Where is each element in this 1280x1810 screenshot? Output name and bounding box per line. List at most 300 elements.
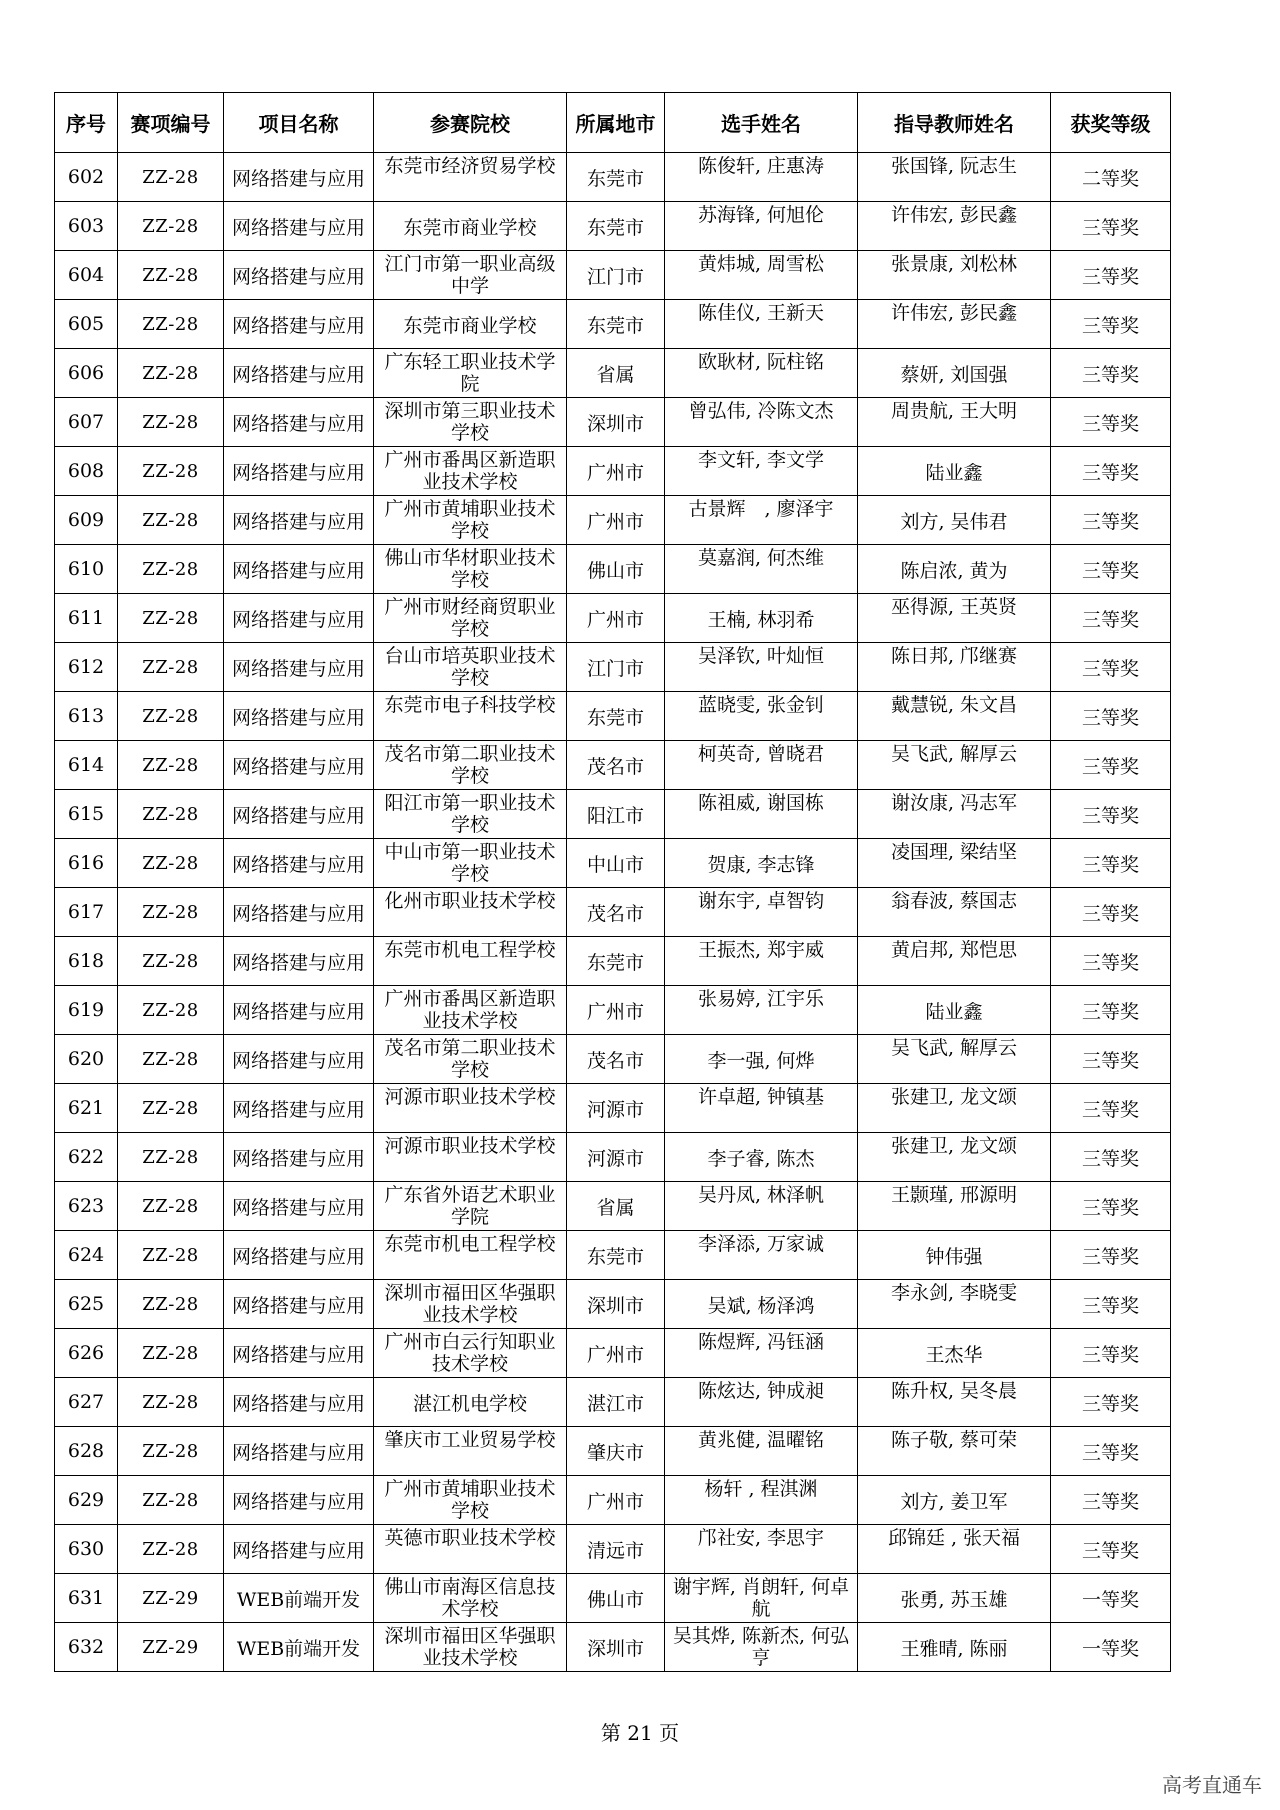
cell-contestants xyxy=(665,1623,858,1672)
watermark-text: 高考直通车 xyxy=(1162,1773,1262,1797)
cell-award-level: 三等奖 xyxy=(1051,1231,1171,1280)
cell-event-code: ZZ-28 xyxy=(118,1378,224,1427)
page-number: 第 21 页 xyxy=(600,1721,680,1745)
cell-event-code: ZZ-28 xyxy=(118,937,224,986)
cell-project-name: 网络搭建与应用 xyxy=(224,349,374,398)
cell-school xyxy=(374,790,567,839)
cell-award-level: 三等奖 xyxy=(1051,1035,1171,1084)
cell-project-name: 网络搭建与应用 xyxy=(224,1133,374,1182)
cell-city: 东莞市 xyxy=(567,1231,665,1280)
cell-contestants-text: 陈佳仪, 王新天 xyxy=(697,301,825,324)
cell-instructors-text: 凌国理, 梁结坚 xyxy=(890,840,1018,863)
cell-award-level: 三等奖 xyxy=(1051,1182,1171,1231)
cell-school xyxy=(374,643,567,692)
cell-project-name: 网络搭建与应用 xyxy=(224,1231,374,1280)
cell-contestants xyxy=(665,790,858,839)
cell-index: 614 xyxy=(55,741,118,790)
cell-event-code: ZZ-28 xyxy=(118,1035,224,1084)
cell-school xyxy=(374,1280,567,1329)
cell-city: 湛江市 xyxy=(567,1378,665,1427)
cell-city: 广州市 xyxy=(567,1329,665,1378)
cell-instructors-text: 陈子敬, 蔡可荣 xyxy=(890,1428,1018,1451)
header-cell: 赛项编号 xyxy=(118,93,224,153)
table-row xyxy=(55,1182,1171,1231)
cell-project-name: WEB前端开发 xyxy=(224,1574,374,1623)
cell-project-name: 网络搭建与应用 xyxy=(224,937,374,986)
cell-school-text: 河源市职业技术学校 xyxy=(384,1085,556,1108)
table-row xyxy=(55,300,1171,349)
table-row xyxy=(55,1280,1171,1329)
cell-contestants: 王楠, 林羽希 xyxy=(665,594,858,643)
cell-index: 621 xyxy=(55,1084,118,1133)
cell-contestants-text: 吴其烨, 陈新杰, 何弘亨 xyxy=(672,1624,850,1669)
cell-award-level: 三等奖 xyxy=(1051,398,1171,447)
cell-award-level: 三等奖 xyxy=(1051,251,1171,300)
cell-instructors xyxy=(858,1182,1051,1231)
cell-contestants-text: 柯英奇, 曾晓君 xyxy=(697,742,825,765)
table-row xyxy=(55,741,1171,790)
cell-project-name: 网络搭建与应用 xyxy=(224,1378,374,1427)
cell-award-level: 三等奖 xyxy=(1051,643,1171,692)
cell-project-name: 网络搭建与应用 xyxy=(224,986,374,1035)
cell-award-level: 三等奖 xyxy=(1051,349,1171,398)
table-row xyxy=(55,447,1171,496)
cell-award-level: 三等奖 xyxy=(1051,545,1171,594)
cell-school-text: 东莞市电子科技学校 xyxy=(384,693,556,716)
cell-contestants: 李子睿, 陈杰 xyxy=(665,1133,858,1182)
cell-school-text: 英德市职业技术学校 xyxy=(384,1526,556,1549)
cell-city: 东莞市 xyxy=(567,153,665,202)
cell-award-level: 三等奖 xyxy=(1051,790,1171,839)
cell-school-text: 广州市财经商贸职业学校 xyxy=(384,595,556,640)
cell-project-name: 网络搭建与应用 xyxy=(224,1329,374,1378)
cell-index: 617 xyxy=(55,888,118,937)
cell-instructors-text: 李永剑, 李晓雯 xyxy=(890,1281,1018,1304)
cell-award-level: 三等奖 xyxy=(1051,937,1171,986)
cell-contestants-text: 王振杰, 郑宇威 xyxy=(697,938,825,961)
cell-contestants xyxy=(665,153,858,202)
cell-event-code: ZZ-28 xyxy=(118,594,224,643)
cell-project-name: 网络搭建与应用 xyxy=(224,1280,374,1329)
cell-school-text: 广州市番禺区新造职业技术学校 xyxy=(384,448,556,493)
cell-contestants-text: 邝社安, 李思宇 xyxy=(697,1526,825,1549)
cell-event-code: ZZ-28 xyxy=(118,1427,224,1476)
cell-event-code: ZZ-28 xyxy=(118,1476,224,1525)
cell-instructors: 刘方, 姜卫军 xyxy=(858,1476,1051,1525)
cell-contestants xyxy=(665,349,858,398)
cell-school xyxy=(374,1035,567,1084)
cell-city: 中山市 xyxy=(567,839,665,888)
cell-award-level: 三等奖 xyxy=(1051,1133,1171,1182)
cell-event-code: ZZ-28 xyxy=(118,153,224,202)
table-row xyxy=(55,1329,1171,1378)
cell-index: 622 xyxy=(55,1133,118,1182)
cell-city: 广州市 xyxy=(567,496,665,545)
cell-project-name: 网络搭建与应用 xyxy=(224,692,374,741)
cell-event-code: ZZ-28 xyxy=(118,202,224,251)
table-row xyxy=(55,790,1171,839)
cell-instructors xyxy=(858,153,1051,202)
cell-index: 602 xyxy=(55,153,118,202)
cell-contestants-text: 李文轩, 李文学 xyxy=(697,448,825,471)
table-row xyxy=(55,1476,1171,1525)
award-table xyxy=(54,92,1171,1672)
cell-school-text: 东莞市机电工程学校 xyxy=(384,1232,556,1255)
cell-contestants-text: 古景辉 , 廖泽宇 xyxy=(688,497,834,520)
cell-event-code: ZZ-28 xyxy=(118,496,224,545)
cell-contestants xyxy=(665,1427,858,1476)
cell-school-text: 肇庆市工业贸易学校 xyxy=(384,1428,556,1451)
cell-event-code: ZZ-28 xyxy=(118,741,224,790)
cell-award-level: 一等奖 xyxy=(1051,1623,1171,1672)
cell-contestants xyxy=(665,202,858,251)
cell-school-text: 广东轻工职业技术学院 xyxy=(384,350,556,395)
cell-city: 广州市 xyxy=(567,986,665,1035)
cell-city: 深圳市 xyxy=(567,1623,665,1672)
cell-school-text: 东莞市机电工程学校 xyxy=(384,938,556,961)
cell-project-name: 网络搭建与应用 xyxy=(224,1476,374,1525)
table-row xyxy=(55,986,1171,1035)
cell-event-code: ZZ-28 xyxy=(118,1329,224,1378)
cell-event-code: ZZ-28 xyxy=(118,1280,224,1329)
cell-award-level: 三等奖 xyxy=(1051,1280,1171,1329)
cell-index: 608 xyxy=(55,447,118,496)
cell-event-code: ZZ-28 xyxy=(118,986,224,1035)
cell-contestants-text: 陈祖威, 谢国栋 xyxy=(697,791,825,814)
cell-contestants xyxy=(665,1329,858,1378)
cell-award-level: 三等奖 xyxy=(1051,300,1171,349)
cell-instructors-text: 张建卫, 龙文颂 xyxy=(890,1085,1018,1108)
cell-project-name: 网络搭建与应用 xyxy=(224,790,374,839)
cell-project-name: 网络搭建与应用 xyxy=(224,1035,374,1084)
cell-project-name: 网络搭建与应用 xyxy=(224,1084,374,1133)
cell-index: 607 xyxy=(55,398,118,447)
cell-school-text: 中山市第一职业技术学校 xyxy=(384,840,556,885)
cell-event-code: ZZ-28 xyxy=(118,790,224,839)
cell-instructors-text: 许伟宏, 彭民鑫 xyxy=(890,301,1018,324)
cell-instructors-text: 巫得源, 王英贤 xyxy=(890,595,1018,618)
cell-city: 江门市 xyxy=(567,251,665,300)
cell-city: 阳江市 xyxy=(567,790,665,839)
cell-city: 佛山市 xyxy=(567,545,665,594)
cell-contestants-text: 陈俊轩, 庄惠涛 xyxy=(697,154,825,177)
table-row xyxy=(55,594,1171,643)
cell-instructors: 蔡妍, 刘国强 xyxy=(858,349,1051,398)
cell-city: 茂名市 xyxy=(567,741,665,790)
cell-contestants xyxy=(665,643,858,692)
cell-instructors-text: 陈升权, 吴冬晨 xyxy=(890,1379,1018,1402)
cell-award-level: 三等奖 xyxy=(1051,496,1171,545)
table-row xyxy=(55,888,1171,937)
cell-instructors xyxy=(858,790,1051,839)
header-cell: 序号 xyxy=(55,93,118,153)
cell-contestants xyxy=(665,692,858,741)
cell-instructors xyxy=(858,594,1051,643)
cell-instructors: 陈启浓, 黄为 xyxy=(858,545,1051,594)
cell-award-level: 三等奖 xyxy=(1051,986,1171,1035)
cell-index: 606 xyxy=(55,349,118,398)
cell-index: 628 xyxy=(55,1427,118,1476)
cell-city: 广州市 xyxy=(567,1476,665,1525)
cell-contestants xyxy=(665,1231,858,1280)
cell-contestants xyxy=(665,937,858,986)
cell-school-text: 广州市黄埔职业技术学校 xyxy=(384,1477,556,1522)
cell-project-name: 网络搭建与应用 xyxy=(224,888,374,937)
cell-event-code: ZZ-29 xyxy=(118,1623,224,1672)
cell-instructors xyxy=(858,398,1051,447)
cell-instructors xyxy=(858,1525,1051,1574)
cell-index: 613 xyxy=(55,692,118,741)
cell-event-code: ZZ-28 xyxy=(118,888,224,937)
cell-project-name: 网络搭建与应用 xyxy=(224,1182,374,1231)
table-row xyxy=(55,496,1171,545)
cell-contestants-text: 张易婷, 江宇乐 xyxy=(697,987,825,1010)
table-row xyxy=(55,1525,1171,1574)
table-row xyxy=(55,1427,1171,1476)
cell-instructors xyxy=(858,251,1051,300)
cell-school: 东莞市商业学校 xyxy=(374,202,567,251)
cell-school-text: 佛山市南海区信息技术学校 xyxy=(384,1575,556,1620)
cell-school xyxy=(374,1476,567,1525)
cell-school xyxy=(374,447,567,496)
cell-project-name: 网络搭建与应用 xyxy=(224,398,374,447)
cell-school-text: 广州市番禺区新造职业技术学校 xyxy=(384,987,556,1032)
cell-school-text: 茂名市第二职业技术学校 xyxy=(384,1036,556,1081)
cell-contestants-text: 陈炫达, 钟成昶 xyxy=(697,1379,825,1402)
cell-city: 省属 xyxy=(567,349,665,398)
cell-contestants-text: 黄炜城, 周雪松 xyxy=(697,252,825,275)
cell-instructors xyxy=(858,741,1051,790)
cell-school-text: 茂名市第二职业技术学校 xyxy=(384,742,556,787)
cell-award-level: 二等奖 xyxy=(1051,153,1171,202)
cell-award-level: 三等奖 xyxy=(1051,1084,1171,1133)
cell-contestants xyxy=(665,1182,858,1231)
cell-instructors-text: 王颢瑾, 邢源明 xyxy=(890,1183,1018,1206)
cell-event-code: ZZ-28 xyxy=(118,1525,224,1574)
table-row xyxy=(55,1035,1171,1084)
cell-city: 广州市 xyxy=(567,594,665,643)
cell-school: 东莞市商业学校 xyxy=(374,300,567,349)
cell-contestants xyxy=(665,1476,858,1525)
cell-school xyxy=(374,888,567,937)
cell-school-text: 深圳市第三职业技术学校 xyxy=(384,399,556,444)
header-cell: 指导教师姓名 xyxy=(858,93,1051,153)
cell-project-name: 网络搭建与应用 xyxy=(224,839,374,888)
cell-school xyxy=(374,937,567,986)
cell-project-name: 网络搭建与应用 xyxy=(224,741,374,790)
cell-contestants-text: 杨轩 , 程淇渊 xyxy=(704,1477,818,1500)
cell-school-text: 深圳市福田区华强职业技术学校 xyxy=(384,1281,556,1326)
cell-instructors xyxy=(858,1084,1051,1133)
cell-school xyxy=(374,496,567,545)
table-row xyxy=(55,251,1171,300)
cell-instructors-text: 谢汝康, 冯志军 xyxy=(890,791,1018,814)
cell-city: 江门市 xyxy=(567,643,665,692)
cell-instructors: 钟伟强 xyxy=(858,1231,1051,1280)
cell-project-name: 网络搭建与应用 xyxy=(224,447,374,496)
cell-index: 629 xyxy=(55,1476,118,1525)
cell-school-text: 化州市职业技术学校 xyxy=(384,889,556,912)
cell-event-code: ZZ-28 xyxy=(118,1133,224,1182)
cell-school xyxy=(374,545,567,594)
cell-award-level: 三等奖 xyxy=(1051,1378,1171,1427)
table-row xyxy=(55,1084,1171,1133)
cell-school xyxy=(374,251,567,300)
cell-contestants xyxy=(665,741,858,790)
cell-index: 624 xyxy=(55,1231,118,1280)
cell-instructors xyxy=(858,1378,1051,1427)
cell-instructors-text: 黄启邦, 郑恺思 xyxy=(890,938,1018,961)
cell-event-code: ZZ-28 xyxy=(118,545,224,594)
cell-contestants-text: 吴丹凤, 林泽帆 xyxy=(697,1183,825,1206)
cell-instructors xyxy=(858,1280,1051,1329)
cell-city: 清远市 xyxy=(567,1525,665,1574)
cell-contestants-text: 谢东宇, 卓智钧 xyxy=(697,889,825,912)
cell-city: 广州市 xyxy=(567,447,665,496)
table-row xyxy=(55,643,1171,692)
cell-instructors-text: 翁春波, 蔡国志 xyxy=(890,889,1018,912)
table-row xyxy=(55,1378,1171,1427)
cell-contestants xyxy=(665,300,858,349)
cell-event-code: ZZ-28 xyxy=(118,251,224,300)
cell-index: 612 xyxy=(55,643,118,692)
cell-contestants: 贺康, 李志锋 xyxy=(665,839,858,888)
cell-instructors: 张勇, 苏玉雄 xyxy=(858,1574,1051,1623)
cell-school-text: 广东省外语艺术职业学院 xyxy=(384,1183,556,1228)
cell-project-name: 网络搭建与应用 xyxy=(224,496,374,545)
cell-instructors xyxy=(858,839,1051,888)
cell-award-level: 三等奖 xyxy=(1051,1525,1171,1574)
table-row xyxy=(55,1133,1171,1182)
cell-contestants xyxy=(665,986,858,1035)
cell-contestants-text: 黄兆健, 温曜铭 xyxy=(697,1428,825,1451)
cell-instructors-text: 许伟宏, 彭民鑫 xyxy=(890,203,1018,226)
cell-school-text: 江门市第一职业高级中学 xyxy=(384,252,556,297)
cell-school xyxy=(374,1329,567,1378)
cell-instructors-text: 吴飞武, 解厚云 xyxy=(890,742,1018,765)
cell-contestants-text: 许卓超, 钟镇基 xyxy=(697,1085,825,1108)
table-row xyxy=(55,545,1171,594)
cell-index: 604 xyxy=(55,251,118,300)
cell-event-code: ZZ-28 xyxy=(118,300,224,349)
cell-contestants xyxy=(665,447,858,496)
cell-index: 603 xyxy=(55,202,118,251)
cell-contestants xyxy=(665,1084,858,1133)
cell-school-text: 广州市黄埔职业技术学校 xyxy=(384,497,556,542)
cell-city: 茂名市 xyxy=(567,1035,665,1084)
cell-award-level: 三等奖 xyxy=(1051,888,1171,937)
header-cell: 项目名称 xyxy=(224,93,374,153)
table-row xyxy=(55,1623,1171,1672)
cell-instructors-text: 张景康, 刘松林 xyxy=(890,252,1018,275)
cell-contestants xyxy=(665,496,858,545)
cell-award-level: 三等奖 xyxy=(1051,447,1171,496)
cell-instructors: 刘方, 吴伟君 xyxy=(858,496,1051,545)
cell-index: 610 xyxy=(55,545,118,594)
cell-school xyxy=(374,1084,567,1133)
cell-index: 615 xyxy=(55,790,118,839)
cell-index: 625 xyxy=(55,1280,118,1329)
cell-contestants-text: 欧耿材, 阮柱铭 xyxy=(697,350,825,373)
cell-instructors xyxy=(858,300,1051,349)
cell-school xyxy=(374,692,567,741)
cell-contestants xyxy=(665,398,858,447)
cell-index: 626 xyxy=(55,1329,118,1378)
cell-award-level: 三等奖 xyxy=(1051,692,1171,741)
cell-project-name: 网络搭建与应用 xyxy=(224,643,374,692)
cell-school xyxy=(374,349,567,398)
cell-project-name: 网络搭建与应用 xyxy=(224,251,374,300)
cell-index: 627 xyxy=(55,1378,118,1427)
cell-contestants-text: 吴泽钦, 叶灿恒 xyxy=(697,644,825,667)
cell-instructors xyxy=(858,643,1051,692)
award-table-container xyxy=(54,92,1170,1672)
cell-contestants xyxy=(665,1574,858,1623)
table-row xyxy=(55,1574,1171,1623)
cell-index: 619 xyxy=(55,986,118,1035)
cell-school xyxy=(374,986,567,1035)
cell-instructors xyxy=(858,1133,1051,1182)
cell-event-code: ZZ-28 xyxy=(118,692,224,741)
table-row xyxy=(55,153,1171,202)
cell-event-code: ZZ-28 xyxy=(118,643,224,692)
cell-instructors-text: 吴飞武, 解厚云 xyxy=(890,1036,1018,1059)
cell-school-text: 阳江市第一职业技术学校 xyxy=(384,791,556,836)
cell-school xyxy=(374,153,567,202)
cell-index: 623 xyxy=(55,1182,118,1231)
cell-award-level: 三等奖 xyxy=(1051,1329,1171,1378)
cell-event-code: ZZ-29 xyxy=(118,1574,224,1623)
cell-instructors-text: 张建卫, 龙文颂 xyxy=(890,1134,1018,1157)
cell-school-text: 台山市培英职业技术学校 xyxy=(384,644,556,689)
cell-contestants-text: 陈煜辉, 冯钰涵 xyxy=(697,1330,825,1353)
cell-project-name: WEB前端开发 xyxy=(224,1623,374,1672)
cell-award-level: 三等奖 xyxy=(1051,594,1171,643)
cell-city: 河源市 xyxy=(567,1133,665,1182)
cell-school xyxy=(374,1427,567,1476)
cell-city: 佛山市 xyxy=(567,1574,665,1623)
cell-instructors-text: 戴慧锐, 朱文昌 xyxy=(890,693,1018,716)
cell-school-text: 深圳市福田区华强职业技术学校 xyxy=(384,1624,556,1669)
cell-index: 609 xyxy=(55,496,118,545)
table-header-row xyxy=(55,93,1171,153)
cell-city: 河源市 xyxy=(567,1084,665,1133)
cell-contestants: 吴斌, 杨泽鸿 xyxy=(665,1280,858,1329)
cell-index: 616 xyxy=(55,839,118,888)
table-row xyxy=(55,349,1171,398)
cell-instructors: 王雅晴, 陈丽 xyxy=(858,1623,1051,1672)
cell-city: 深圳市 xyxy=(567,1280,665,1329)
cell-school xyxy=(374,839,567,888)
cell-city: 东莞市 xyxy=(567,202,665,251)
cell-instructors-text: 邱锦廷 , 张天福 xyxy=(887,1526,1021,1549)
cell-award-level: 三等奖 xyxy=(1051,1476,1171,1525)
cell-project-name: 网络搭建与应用 xyxy=(224,1525,374,1574)
cell-index: 605 xyxy=(55,300,118,349)
cell-project-name: 网络搭建与应用 xyxy=(224,594,374,643)
cell-project-name: 网络搭建与应用 xyxy=(224,545,374,594)
cell-instructors-text: 张国锋, 阮志生 xyxy=(890,154,1018,177)
cell-instructors-text: 陈日邦, 邝继赛 xyxy=(890,644,1018,667)
cell-project-name: 网络搭建与应用 xyxy=(224,202,374,251)
cell-instructors xyxy=(858,1427,1051,1476)
cell-school xyxy=(374,741,567,790)
cell-contestants-text: 苏海锋, 何旭伦 xyxy=(697,203,825,226)
cell-contestants xyxy=(665,1525,858,1574)
cell-project-name: 网络搭建与应用 xyxy=(224,153,374,202)
cell-index: 618 xyxy=(55,937,118,986)
cell-city: 茂名市 xyxy=(567,888,665,937)
